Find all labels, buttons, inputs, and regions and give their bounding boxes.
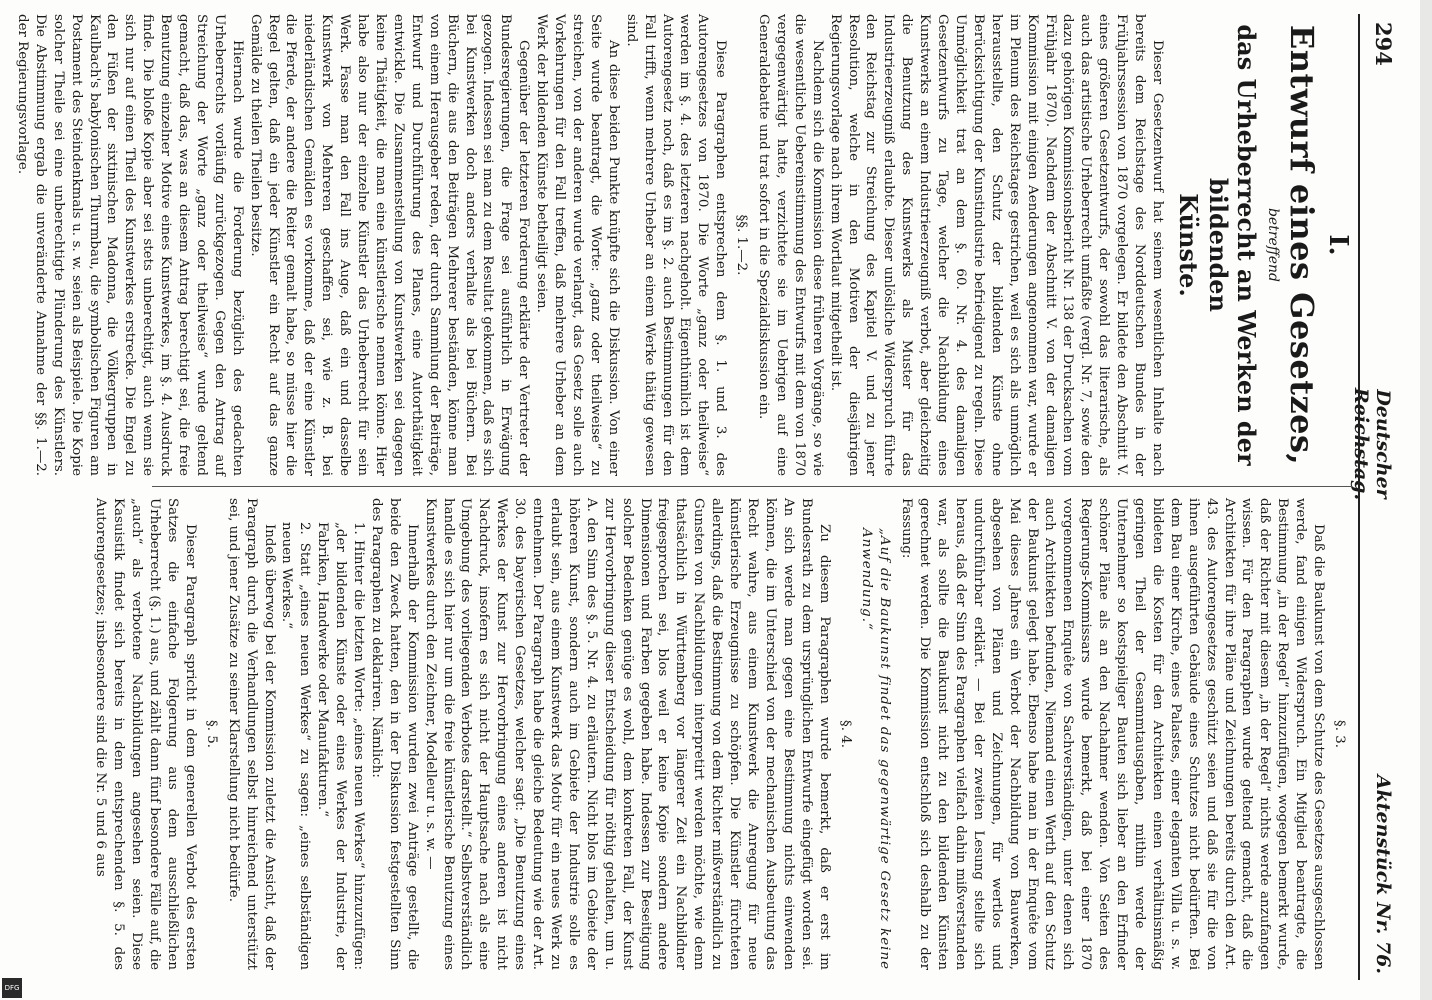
section-heading: §. 3. xyxy=(1332,720,1347,748)
document-number: Aktenstück Nr. 76. xyxy=(1372,774,1394,974)
paragraph: Indeß überwog bei der Kommission zuletzt die Ansicht, daß der Paragraph durch die Verhandlungen selbst hinreichend unterstützt sei, und jener Zusätze zu seiner Klarstellung nicht bedürfe. xyxy=(225,498,277,970)
article-number: I. xyxy=(1323,234,1353,256)
paragraph: Gegenüber der letzteren Forderung erklärte der Vertreter der Bundesregierungen, die Frage sei ausführlich in Erwägung gezogen. Indessen sei man zu dem Resultat gekommen, daß es sich bei Kunstwerken doch anders verhalte als bei Büchern. Bei Büchern, die aus den Beiträgen Mehrerer beständen, könne man von einem Herausgeber reden, der durch Sammlung der Beiträge, Entwurf und Durchführung des Planes, eine Autorthätigkeit entwickle. Die Zusammenstellung von Kunstwerken sei dagegen keine Thätigkeit, die man eine künstlerische nennen könne. Hier habe also nur der einzelne Künstler das Urheberrecht für sein Werk. Fasse man den Fall ins Auge, daß ein und dasselbe Kunstwerk von Mehreren geschaffen sei, wie z. B. bei niederländischen Gemälden es vorkomme, daß der eine Künstler die Pferde, der andere die Reiter gemalt habe, so müsse hier die Regel gelten, daß ein jeder Künstler ein Recht auf das ganze Gemälde zu theilen Theilen besitze. xyxy=(247,14,532,476)
right-column xyxy=(93,498,1352,970)
section-heading: §. 4. xyxy=(837,720,853,748)
running-header xyxy=(1350,14,1396,980)
section-heading: §. 5. xyxy=(203,720,219,748)
left-column xyxy=(14,14,1353,476)
paragraph: Zu diesem Paragraphen wurde bemerkt, daß er erst im Bundesrath zu dem ursprünglichen Entwurfe eingefügt worden sei. An sich werde man gegen eine Bestimmung nichts einwenden können, die im Unterschied von der mechanischen Ausbeutung das Recht wahre, aus einem Kunstwerk die Anregung für neue künstlerische Erzeugnisse zu schöpfen. Die Künstler fürchteten allerdings, daß die Bestimmung von dem Richter mißverständlich zu Gunsten von Nachbildungen interpretirt werden möchte, wie denn thatsächlich in Württemberg vor längerer Zeit ein Nachbildner freigesprochen sei, blos weil er keine Kopie sondern andere Dimensionen und Farben gegeben habe. Indessen zur Beseitigung solcher Bedenken genüge es wohl, dem konkreten Fall, der Kunst zur Hervorbringung dieser Entscheidung für nöthig gehalten, um u. A. den Sinn des §. 5. Nr. 4. zu erläutern. Nicht blos im Gebiete der höheren Kunst, sondern auch im Gebiete der Industrie solle es erlaubt sein, aus einem Kunstwerk das Motiv für ein neues Werk zu entnehmen. Der Paragraph habe die gleiche Bedeutung wie der Art. 30. des bayerischen Gesetzes, welcher sagt: „Die Benutzung eines Werkes der Kunst zur Hervorbringung eines anderen ist nicht Nachdruck, insofern es sich nicht der Hauptsache nach als eine Umgebung des vorliegenden Verbotes darstellt.“ Selbstverständlich handle es sich hier nur um die freie künstlerische Benutzung eines Kunstwerkes durch den Zeichner, Modelleur u. s. w. — xyxy=(422,498,832,970)
paragraph: Dieser Gesetzentwurf hat seinem wesentlichen Inhalte nach bereits dem Reichstage des Norddeutschen Bundes in der Frühjahrssession von 1870 vorgelegen. Er bildete den Abschnitt V. eines größeren Gesetzentwurfs, der sowohl das literarische, als auch das artistische Urheberrecht umfaßte (vergl. Nr. 7, sowie den dazu gehörigen Kommissionsbericht Nr. 138 der Drucksachen vom Frühjahr 1870). Nachdem der Abschnitt V. von der damaligen Kommission mit einigen Aenderungen angenommen war, wurde er im Plenum des Reichstages gestrichen, weil es sich als unmöglich herausstellte, den Schutz der bildenden Künste ohne Berücksichtigung der Kunstindustrie befriedigend zu regeln. Diese Unmöglichkeit trat an dem §. 60. Nr. 4. des damaligen Gesetzentwurfs zu Tage, welcher die Nachbildung eines Kunstwerks an einem Industrieerzeugniß verbot, aber gleichzeitig die Benutzung des Kunstwerks als Muster für das Industrieerzeugniß erlaubte. Dieser unlösliche Widerspruch führte den Reichstag zur Streichung des Kapitel V. und zu jener Resolution, welche in den Motiven der diesjährigen Regierungsvorlage nach ihrem Wortlaut mitgetheilt ist. xyxy=(827,14,1165,476)
paragraph: Diese Paragraphen entsprechen dem §. 1. und 3. des Autorengesetzes von 1870. Die Worte „ganz oder theilweise“ werden im §. 4. des letzteren nachgeholt. Eigenthümlich ist dem Autorengesetz noch, daß es im §. 2. auch Bestimmungen für den Fall trifft, wenn mehrere Urheber an einem Werke thätig gewesen sind. xyxy=(623,14,729,476)
journal-title: Deutscher Reichstag. xyxy=(1350,387,1394,501)
paragraph: Daß die Baukunst von dem Schutze des Gesetzes ausgeschlossen werde, fand einigen Widerspruch. Ein Mitglied beantragte, die Bestimmung „in der Regel“ hinzuzufügen, wogegen bemerkt wurde, daß der Richter mit diesem „in der Regel“ nichts werde anzufangen wissen. Für den Paragraphen wurde geltend gemacht, daß die Architekten für ihre Pläne und Zeichnungen bereits durch den Art. 43. des Autorengesetzes geschützt seien und daß sie für die von ihnen ausgeführten Gebäude eines Schutzes nicht bedürften. Bei dem Bau einer Kirche, eines Palastes, einer eleganten Villa u. s. w. bildeten die Kosten für den Architekten einen verhältnismäßig geringen Theil der Gesammtausgaben, mithin werde der Unternehmer so kostspieliger Bauten sich lieber an den Erfinder schöner Pläne als an den Nachahmer wenden. Von Seiten des Regierungs-Kommissars wurde bemerkt, daß bei einer 1870 vorgenommenen Enquête von Sachverständigen, unter denen sich auch Architekten befunden, Niemand einen Werth auf den Schutz der Baukunst gelegt habe. Ebenso habe man in der Enquête vom Mai dieses Jahres ein Verbot der Nachbildung von Bauwerken, abgesehen von Plänen und Zeichnungen, für wertlos und undurchführbar erklärt. — Bei der zweiten Lesung stellte sich heraus, daß der Sinn des Paragraphen vielfach dahin mißverstanden war, als sollte die Baukunst nicht zu den bildenden Künsten gerechnet werden. Die Kommission entschloß sich deshalb zu der Fassung: xyxy=(899,498,1327,970)
paragraph: An diese beiden Punkte knüpfte sich die Diskussion. Von einer Seite wurde beantragt, die Worte: „ganz oder theilweise“ zu streichen, von der anderen wurde verlangt, das Gesetz solle auch Vorkehrungen für den Fall treffen, daß mehrere Urheber an dem Werk der bildenden Künste betheiligt seien. xyxy=(534,14,621,476)
paragraph: Nachdem sich die Kommission diese früheren Vorgänge, so wie die wesentliche Uebereinstimmung des Entwurfs mit dem von 1870 vergegenwärtigt hatte, verzichtete sie im Uebrigen auf eine Generaldebatte und trat sofort in die Spezialdiskussion ein. xyxy=(756,14,825,476)
article-title: Entwurf eines Gesetzes, xyxy=(1283,24,1321,466)
paragraph: Dieser Paragraph spricht in dem generellen Verbot des ersten Satzes die einfache Folgerung aus dem ausschließlichen Urheberrecht (§. 1.) aus, und zählt dann fünf besondere Fälle auf, die „auch“ als verbotene Nachbildungen angesehen seien. Diese Kasuistik findet sich bereits in dem entsprechenden §. 5. des Autorengesetzes; insbesondere sind die Nr. 5 und 6 aus xyxy=(93,498,198,970)
header-rule xyxy=(1358,14,1360,980)
article-title-line3: Künste. xyxy=(1174,193,1203,297)
column-divider xyxy=(152,486,1352,487)
quoted-text: „Auf die Baukunst findet das gegenwärtige Gesetz keine Anwendung.“ xyxy=(859,528,893,970)
dfg-logo: DFG xyxy=(2,978,22,998)
scan-edge xyxy=(1420,0,1432,1000)
paragraph: Hiernach wurde die Forderung bezüglich des gedachten Urheberrechts vorläufig zurückgezogen. Gegen den Antrag auf Streichung der Worte „ganz oder theilweise“ wurde geltend gemacht, daß das, was an diesem Antrag berechtigt sei, die freie Benutzung einzelner Motive eines Kunstwerkes, im §. 4. Ausdruck finde. Die bloße Kopie aber sei stets unberechtigt, auch wenn sie sich nur auf einen Theil des Kunstwerkes erstrecke. Die Engel zu den Füßen der sixtinischen Madonna, die Völkergruppen in Kaulbach's babylonischen Thurmbau, die symbolischen Figuren am Postament des Steindenkmals u. s. w. seien als Beispiele. Die Kopie solcher Theile sei eine unberechtigte Plünderung des Künstlers. Die Abstimmung ergab die unveränderte Annahme der §§. 1.—2. der Regierungsvorlage. xyxy=(14,14,245,476)
amendment-list xyxy=(278,498,368,970)
article-subtitle: betreffend xyxy=(1265,207,1281,283)
list-item: 1. Hinter die letzten Worte: „eines neuen Werkes“ hinzuzufügen: „der bildenden Künste oder eines Werkes der Industrie, der Fabriken, Handwerke oder Manufakturen.“ xyxy=(315,522,367,970)
article-title-line2: das Urheberrecht an Werken der bildenden xyxy=(1204,24,1261,466)
section-heading: §§. 1.—2. xyxy=(734,214,750,276)
list-item: 2. Statt „eines neuen Werkes“ zu sagen: „eines selbständigen neuen Werkes.“ xyxy=(279,522,313,970)
paragraph: Innerhalb der Kommission wurden zwei Anträge gestellt, die beide den Zweck hatten, den in der Diskussion festgestellten Sinn des Paragraphen zu deklariren. Nämlich: xyxy=(368,498,420,970)
rotated-page xyxy=(14,14,1396,980)
page-number: 294 xyxy=(1371,22,1396,66)
